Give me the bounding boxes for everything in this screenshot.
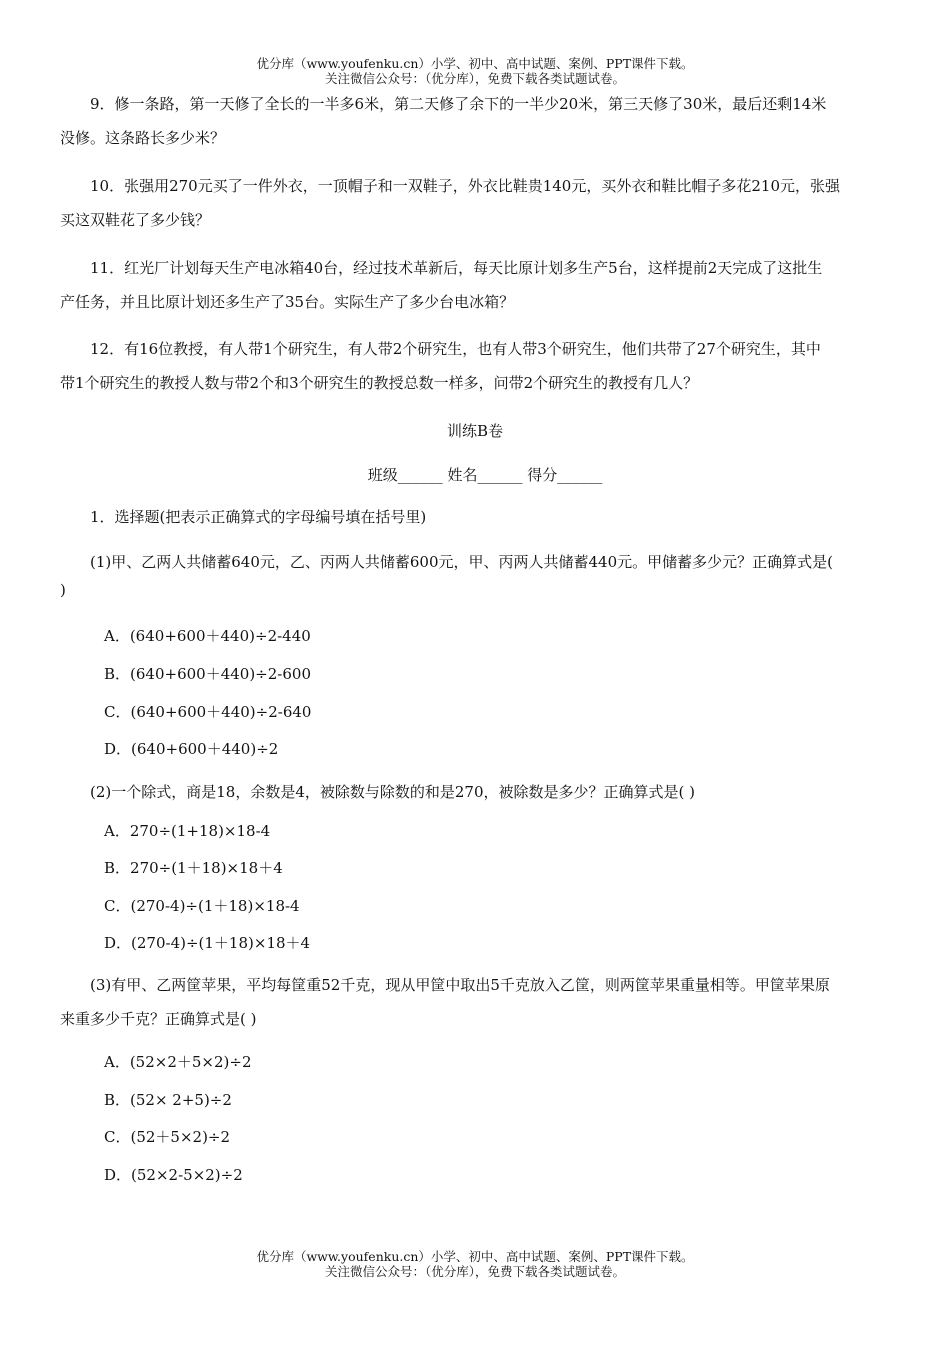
question-3-line-2: 来重多少千克？正确算式是( ) xyxy=(60,1010,257,1028)
choice-heading xyxy=(60,500,892,534)
question-2-line-1: (2)一个除式，商是18，余数是4，被除数与除数的和是270，被除数是多少？正确算式是( ) xyxy=(90,783,695,801)
problem-12-line-2: 带1个研究生的教授人数与带2个和3个研究生的教授总数一样多，问带2个研究生的教授有几人？ xyxy=(60,374,699,392)
question-1-option-b: B．(640+600＋440)÷2-600 xyxy=(104,665,311,683)
problem-9-line-1: 9．修一条路，第一天修了全长的一半多6米，第二天修了余下的一半少20米，第三天修了30米，最后还剩14米 xyxy=(90,95,827,113)
question-1-option-a: A．(640+600＋440)÷2-440 xyxy=(104,627,311,645)
problem-10-line-2: 买这双鞋花了多少钱？ xyxy=(60,211,211,229)
question-3-option-a: A．(52×2＋5×2)÷2 xyxy=(104,1053,252,1071)
question-1-option-d: D．(640+600＋440)÷2 xyxy=(104,740,279,758)
question-1-option-c: C．(640+600＋440)÷2-640 xyxy=(104,703,312,721)
problem-9-line-2: 没修。这条路长多少米？ xyxy=(60,129,226,147)
problem-10-line-1: 10．张强用270元买了一件外衣，一顶帽子和一双鞋子，外衣比鞋贵140元，买外衣和鞋比帽子多花210元，张强 xyxy=(90,177,840,195)
question-3-line-1: (3)有甲、乙两筐苹果，平均每筐重52千克，现从甲筐中取出5千克放入乙筐，则两筐苹果重量相等。甲筐苹果原 xyxy=(90,976,830,994)
header-line-1: 优分库（www.youfenku.cn）小学、初中、高中试题、案例、PPT课件下载。 xyxy=(256,56,694,71)
question-3-stem xyxy=(60,968,892,1036)
section-title: 训练B卷 xyxy=(446,422,504,440)
problem-11-line-2: 产任务，并且比原计划还多生产了35台。实际生产了多少台电冰箱？ xyxy=(60,293,515,311)
question-2-stem xyxy=(60,775,892,809)
question-1-line-1: (1)甲、乙两人共储蓄640元，乙、丙两人共储蓄600元，甲、丙两人共储蓄440元。甲储蓄多少元？正确算式是( xyxy=(90,553,833,571)
problem-11-line-1: 11．红光厂计划每天生产电冰箱40台，经过技术革新后，每天比原计划多生产5台，这样提前2天完成了这批生 xyxy=(90,259,823,277)
footer-line-1: 优分库（www.youfenku.cn）小学、初中、高中试题、案例、PPT课件下载。 xyxy=(256,1249,694,1264)
problem-9 xyxy=(60,87,892,155)
problem-12 xyxy=(60,332,892,400)
question-2-option-b: B．270÷(1＋18)×18＋4 xyxy=(104,859,283,877)
page-footer xyxy=(0,1249,950,1279)
question-2-option-d: D．(270-4)÷(1＋18)×18＋4 xyxy=(104,934,311,952)
problem-10 xyxy=(60,169,892,237)
header-line-2: 关注微信公众号：（优分库），免费下载各类试题试卷。 xyxy=(324,71,625,86)
choice-heading-text: 1．选择题(把表示正确算式的字母编号填在括号里) xyxy=(90,508,427,526)
question-3-option-d: D．(52×2-5×2)÷2 xyxy=(104,1166,243,1184)
question-3-option-c: C．(52＋5×2)÷2 xyxy=(104,1128,231,1146)
question-1-stem xyxy=(60,545,892,607)
footer-line-2: 关注微信公众号：（优分库），免费下载各类试题试卷。 xyxy=(324,1264,625,1279)
problem-12-line-1: 12．有16位教授，有人带1个研究生，有人带2个研究生，也有人带3个研究生，他们共带了27个研究生，其中 xyxy=(90,340,821,358)
question-2-option-a: A．270÷(1+18)×18-4 xyxy=(104,822,271,840)
question-3-option-b: B．(52× 2+5)÷2 xyxy=(104,1091,232,1109)
question-1-line-2: ) xyxy=(60,581,66,599)
problem-11 xyxy=(60,251,892,319)
question-2-option-c: C．(270-4)÷(1＋18)×18-4 xyxy=(104,897,300,915)
page-header xyxy=(0,56,950,86)
student-info: 班级______ 姓名______ 得分______ xyxy=(367,466,603,484)
